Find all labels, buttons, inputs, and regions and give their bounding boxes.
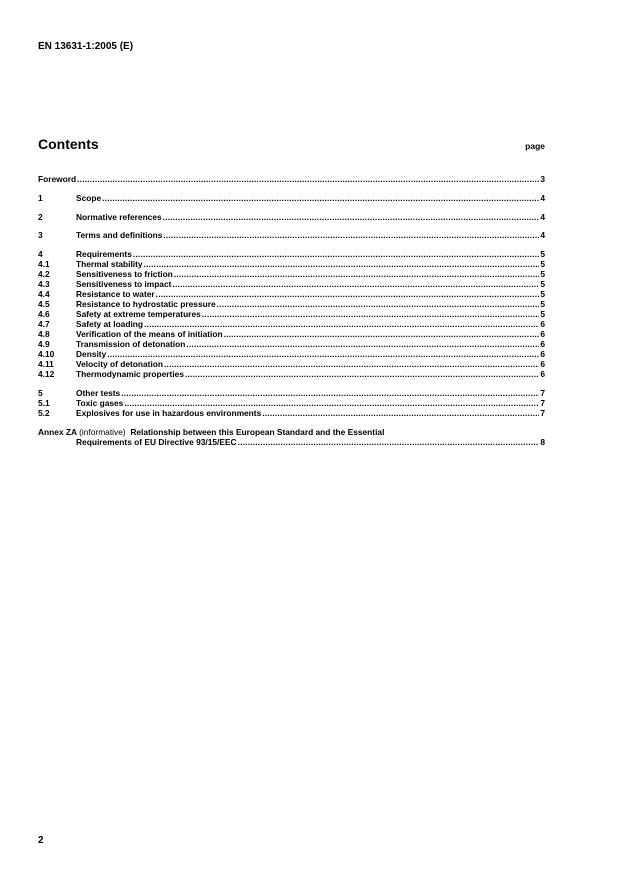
dot-leader	[124, 398, 539, 408]
toc-entry-page-number: 7	[540, 387, 545, 398]
toc-entry-number: 5	[38, 387, 43, 398]
toc-entry-number: 2	[38, 211, 43, 222]
toc-entry[interactable]	[38, 249, 545, 259]
toc-entry-number: 4.12	[38, 369, 55, 380]
toc-entry[interactable]	[38, 193, 545, 203]
toc-entry-page-number: 5	[540, 309, 545, 320]
toc-entry-title: Verification of the means of initiation	[76, 329, 223, 340]
dot-leader	[77, 174, 539, 184]
toc-entry[interactable]	[38, 259, 545, 269]
toc-entry-page-number: 4	[540, 192, 545, 203]
dot-leader	[224, 329, 540, 339]
toc-entry-page-number: 5	[540, 269, 545, 280]
toc-entry[interactable]	[38, 230, 545, 240]
toc-entry[interactable]	[38, 349, 545, 359]
dot-leader	[164, 359, 539, 369]
dot-leader	[163, 230, 539, 240]
toc-entry-page-number: 6	[540, 319, 545, 330]
toc-entry-page-number: 7	[540, 397, 545, 408]
toc-entry[interactable]	[38, 299, 545, 309]
table-of-contents	[38, 174, 545, 447]
toc-entry-number: 4.1	[38, 259, 50, 270]
toc-entry-number: 4.3	[38, 279, 50, 290]
toc-entry-title: Scope	[76, 192, 102, 203]
annex-qualifier: (informative)	[79, 426, 126, 437]
dot-leader	[133, 249, 539, 259]
toc-entry-title: Sensitiveness to impact	[76, 279, 172, 290]
toc-entry[interactable]	[38, 339, 545, 349]
toc-entry-page-number: 5	[540, 299, 545, 310]
toc-entry-number: 4.4	[38, 289, 50, 300]
toc-entry-number: 4.5	[38, 299, 50, 310]
dot-leader	[174, 269, 540, 279]
toc-entry-title: Normative references	[76, 211, 162, 222]
toc-entry-page-number: 6	[540, 359, 545, 370]
toc-entry-page-number: 5	[540, 259, 545, 270]
toc-entry-number: 4.8	[38, 329, 50, 340]
toc-entry-title: Requirements	[76, 249, 132, 260]
toc-entry[interactable]	[38, 369, 545, 379]
toc-entry-title: Foreword	[38, 174, 77, 184]
contents-heading: Contents	[38, 136, 99, 152]
page-column-label: page	[525, 141, 545, 151]
toc-entry-title: Toxic gases	[76, 397, 124, 408]
toc-entry[interactable]	[38, 289, 545, 299]
toc-entry-page-number: 6	[540, 339, 545, 350]
toc-entry-title: Terms and definitions	[76, 230, 163, 241]
toc-entry-title: Transmission of detonation	[76, 339, 186, 350]
toc-entry[interactable]	[38, 329, 545, 339]
toc-entry-number: 4.10	[38, 349, 55, 360]
toc-entry-number: 4.11	[38, 359, 54, 370]
toc-entry[interactable]	[38, 174, 545, 184]
toc-entry-page-number: 5	[540, 279, 545, 290]
toc-entry-title: Thermal stability	[76, 259, 143, 270]
toc-entry-title: Resistance to hydrostatic pressure	[76, 299, 216, 310]
dot-leader	[121, 388, 539, 398]
dot-leader	[107, 349, 539, 359]
document-id-header: EN 13631-1:2005 (E)	[38, 41, 134, 52]
toc-entry[interactable]	[38, 212, 545, 222]
toc-entry-number: 3	[38, 230, 43, 241]
dot-leader	[102, 193, 539, 203]
annex-title-line2: Requirements of EU Directive 93/15/EEC	[76, 436, 237, 447]
toc-entry-page-number: 7	[540, 407, 545, 418]
toc-entry-title: Explosives for use in hazardous environments	[76, 407, 262, 418]
dot-leader	[202, 309, 540, 319]
toc-entry-page-number: 5	[540, 249, 545, 260]
page-number-footer: 2	[38, 835, 44, 846]
toc-entry-page-number: 6	[540, 369, 545, 380]
dot-leader	[172, 279, 539, 289]
toc-entry[interactable]	[38, 319, 545, 329]
dot-leader	[144, 319, 539, 329]
dot-leader	[185, 369, 539, 379]
toc-entry-number: 5.1	[38, 397, 50, 408]
annex-page-number: 8	[540, 436, 545, 447]
dot-leader	[156, 289, 540, 299]
toc-entry-page-number: 6	[540, 329, 545, 340]
toc-entry-page-number: 4	[540, 211, 545, 222]
toc-entry-title: Density	[76, 349, 107, 360]
toc-entry-title: Velocity of detonation	[76, 359, 164, 370]
annex-title-line1: Relationship between this European Standard and the Essential	[130, 426, 385, 437]
toc-entry[interactable]	[38, 269, 545, 279]
toc-entry-number: 4.6	[38, 309, 50, 320]
toc-entry-title: Sensitiveness to friction	[76, 269, 173, 280]
toc-entry-number: 4	[38, 249, 43, 260]
toc-entry[interactable]	[38, 309, 545, 319]
toc-entry[interactable]	[38, 408, 545, 418]
toc-entry-number: 4.2	[38, 269, 50, 280]
toc-annex-entry[interactable]	[38, 427, 545, 447]
toc-entry-page-number: 6	[540, 349, 545, 360]
toc-entry-page-number: 4	[540, 230, 545, 241]
toc-entry[interactable]	[38, 398, 545, 408]
toc-entry-page-number: 5	[540, 289, 545, 300]
dot-leader	[238, 437, 540, 447]
annex-label: Annex ZA	[38, 426, 77, 437]
dot-leader	[144, 259, 540, 269]
toc-entry-number: 4.7	[38, 319, 50, 330]
toc-entry[interactable]	[38, 359, 545, 369]
toc-entry-title: Thermodynamic properties	[76, 369, 184, 380]
dot-leader	[163, 212, 540, 222]
toc-entry-title: Resistance to water	[76, 289, 155, 300]
dot-leader	[186, 339, 539, 349]
toc-entry-title: Safety at loading	[76, 319, 144, 330]
toc-entry-number: 5.2	[38, 407, 50, 418]
dot-leader	[217, 299, 540, 309]
toc-entry-number: 4.9	[38, 339, 50, 350]
toc-entry[interactable]	[38, 279, 545, 289]
toc-entry-title: Safety at extreme temperatures	[76, 309, 201, 320]
dot-leader	[262, 408, 539, 418]
toc-entry-number: 1	[38, 192, 43, 203]
toc-entry-title: Other tests	[76, 387, 121, 398]
toc-entry-page-number: 3	[540, 174, 545, 184]
toc-entry[interactable]	[38, 388, 545, 398]
